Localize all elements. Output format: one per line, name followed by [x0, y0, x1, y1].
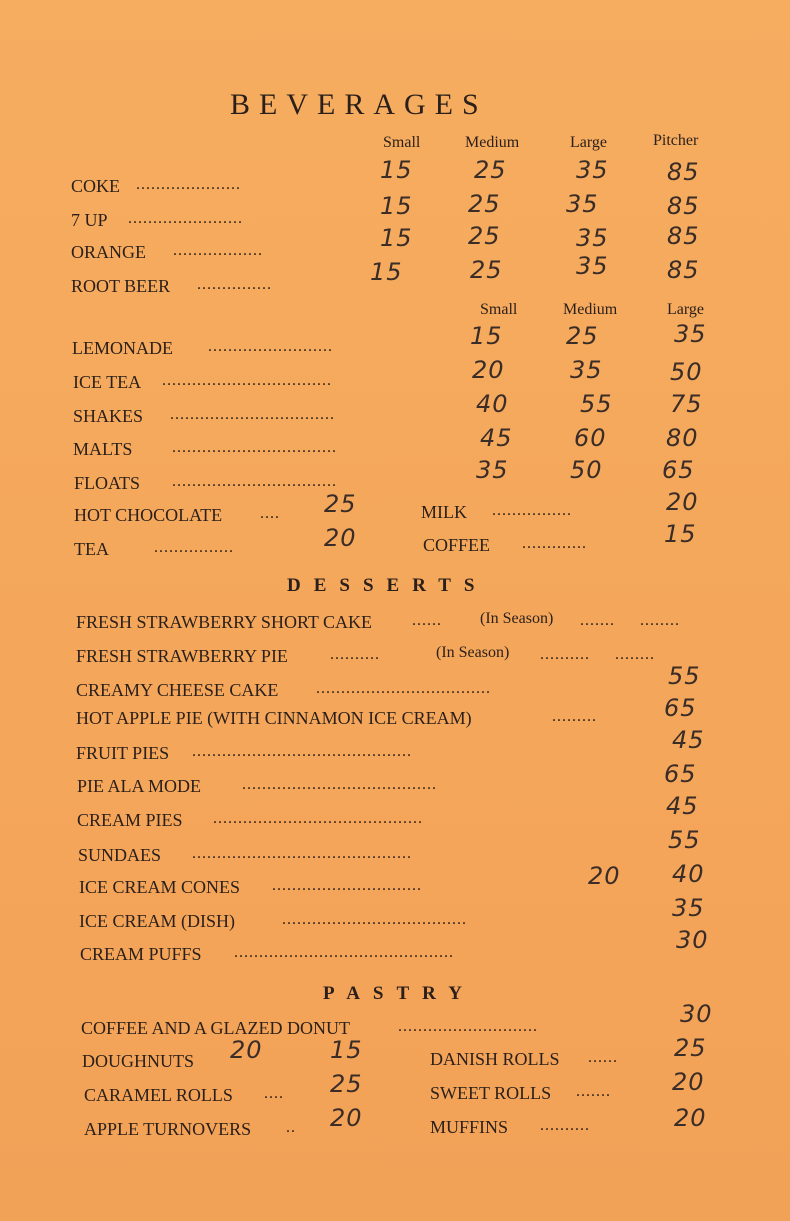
price: 30 [676, 926, 709, 954]
leader-dots: ............................ [398, 1018, 538, 1035]
menu-item-name: 7 UP [71, 210, 108, 230]
leader-dots: ....... [576, 1083, 611, 1100]
price-medium: 25 [468, 222, 501, 250]
menu-item-name: FRESH STRAWBERRY PIE [76, 646, 288, 666]
price-large: 80 [666, 424, 699, 452]
price-medium: 35 [570, 356, 603, 384]
price: 45 [672, 726, 705, 754]
col-header-medium: Medium [465, 134, 520, 151]
price-medium: 25 [470, 256, 503, 284]
leader-dots: .... [260, 505, 280, 522]
leader-dots: ..................................... [282, 911, 467, 928]
menu-item-name: CREAM PUFFS [80, 944, 202, 964]
leader-dots: ............... [197, 276, 272, 293]
menu-item-name: PIE ALA MODE [77, 776, 202, 796]
price-large: 35 [576, 252, 609, 280]
menu-item-name: FRUIT PIES [76, 743, 170, 763]
price: 25 [674, 1034, 707, 1062]
price: 20 [330, 1104, 363, 1132]
leader-dots: ...... [412, 612, 442, 629]
menu-item-name: COFFEE AND A GLAZED DONUT [81, 1018, 351, 1038]
price: 20 [324, 524, 357, 552]
leader-dots: ...... [588, 1049, 618, 1066]
price: 25 [330, 1070, 363, 1098]
price-large: 75 [670, 390, 703, 418]
leader-dots: ....................................... [242, 776, 437, 793]
leader-dots: ................ [492, 502, 572, 519]
menu-item-name: ORANGE [71, 242, 146, 262]
pastry-title: PASTRY [323, 983, 475, 1004]
menu-item-name: CARAMEL ROLLS [84, 1085, 233, 1105]
price-small: 20 [472, 356, 505, 384]
leader-dots: ................................. [172, 439, 337, 456]
price: 15 [330, 1036, 363, 1064]
leader-dots: ................................. [170, 406, 335, 423]
price-large: 35 [576, 224, 609, 252]
beverages-title: BEVERAGES [230, 88, 488, 121]
price: 40 [672, 860, 705, 888]
menu-item-name: SWEET ROLLS [430, 1083, 552, 1103]
price-small: 40 [476, 390, 509, 418]
leader-dots: .............................. [272, 877, 422, 894]
price-small: 15 [380, 192, 413, 220]
col-header-medium: Medium [563, 301, 618, 318]
price: 45 [666, 792, 699, 820]
menu-item-name: ICE CREAM (DISH) [79, 911, 235, 931]
item-note: (In Season) [436, 644, 510, 661]
menu-item-name: APPLE TURNOVERS [84, 1119, 252, 1139]
menu-item-name: MILK [421, 502, 467, 522]
price-small: 35 [476, 456, 509, 484]
price-pitcher: 85 [667, 222, 700, 250]
price-large: 50 [670, 358, 703, 386]
price: 35 [672, 894, 705, 922]
price-small: 45 [480, 424, 513, 452]
col-header-large: Large [570, 134, 608, 151]
leader-dots: .......................................... [213, 810, 423, 827]
menu-item-name: ROOT BEER [71, 276, 171, 296]
leader-dots: ................ [154, 539, 234, 556]
price-pitcher: 85 [667, 158, 700, 186]
leader-dots: ....... ........ [580, 612, 680, 629]
leader-dots: ............................................ [192, 845, 412, 862]
menu-item-name: COFFEE [423, 535, 491, 555]
menu-item-name: MALTS [73, 439, 133, 459]
price-large: 35 [576, 156, 609, 184]
leader-dots: ............. [522, 535, 587, 552]
price: 30 [680, 1000, 713, 1028]
leader-dots: .......... [330, 646, 380, 663]
leader-dots: ............................................ [192, 743, 412, 760]
price-medium: 55 [580, 390, 613, 418]
menu-item-name: CREAM PIES [77, 810, 183, 830]
price-medium: 25 [566, 322, 599, 350]
price-pitcher: 85 [667, 256, 700, 284]
item-note: (In Season) [480, 610, 554, 627]
price-medium: 25 [468, 190, 501, 218]
menu-item-name: COKE [71, 176, 120, 196]
desserts-title: DESSERTS [287, 575, 488, 596]
price: 15 [664, 520, 697, 548]
price-pitcher: 85 [667, 192, 700, 220]
menu-item-name: FRESH STRAWBERRY SHORT CAKE [76, 612, 373, 632]
leader-dots: ......................... [208, 338, 333, 355]
leader-dots: .................................. [162, 372, 332, 389]
menu-item-name: SUNDAES [78, 845, 162, 865]
menu-item-name: DOUGHNUTS [82, 1051, 194, 1071]
price: 55 [668, 662, 701, 690]
menu-item-name: SHAKES [73, 406, 144, 426]
price-small: 15 [380, 224, 413, 252]
menu-item-name: HOT APPLE PIE (WITH CINNAMON ICE CREAM) [76, 708, 472, 728]
menu-item-name: TEA [74, 539, 109, 559]
leader-dots: ................................. [172, 473, 337, 490]
menu-item-name: LEMONADE [72, 338, 173, 358]
price-large: 35 [566, 190, 599, 218]
price: 20 [666, 488, 699, 516]
price: 20 [230, 1036, 263, 1064]
menu-item-name: FLOATS [74, 473, 141, 493]
leader-dots: ............................................ [234, 944, 454, 961]
menu-item-name: MUFFINS [430, 1117, 509, 1137]
price: 25 [324, 490, 357, 518]
price-small: 15 [470, 322, 503, 350]
col-header-pitcher: Pitcher [653, 132, 699, 149]
price-medium: 50 [570, 456, 603, 484]
menu-item-name: ICE CREAM CONES [79, 877, 241, 897]
price-large: 65 [662, 456, 695, 484]
price: 55 [668, 826, 701, 854]
menu-item-name: DANISH ROLLS [430, 1049, 560, 1069]
col-header-small: Small [383, 134, 421, 151]
leader-dots: .................. [173, 242, 263, 259]
leader-dots: ....................... [128, 210, 243, 227]
menu-item-name: CREAMY CHEESE CAKE [76, 680, 279, 700]
price-large: 35 [674, 320, 707, 348]
price: 65 [664, 694, 697, 722]
leader-dots: ................................... [316, 680, 491, 697]
leader-dots: .......... [540, 1117, 590, 1134]
price: 20 [672, 1068, 705, 1096]
leader-dots: .... [264, 1085, 284, 1102]
price-small: 15 [370, 258, 403, 286]
price-small: 15 [380, 156, 413, 184]
menu-item-name: ICE TEA [73, 372, 142, 392]
leader-dots: .......... ........ [540, 646, 655, 663]
col-header-large: Large [667, 301, 705, 318]
price: 65 [664, 760, 697, 788]
leader-dots: ..................... [136, 176, 241, 193]
col-header-small: Small [480, 301, 518, 318]
price-medium: 25 [474, 156, 507, 184]
leader-dots: ......... [552, 708, 597, 725]
price-medium: 60 [574, 424, 607, 452]
price-cone-single: 20 [588, 862, 621, 890]
leader-dots: .. [286, 1119, 296, 1136]
menu-item-name: HOT CHOCOLATE [74, 505, 223, 525]
price: 20 [674, 1104, 707, 1132]
